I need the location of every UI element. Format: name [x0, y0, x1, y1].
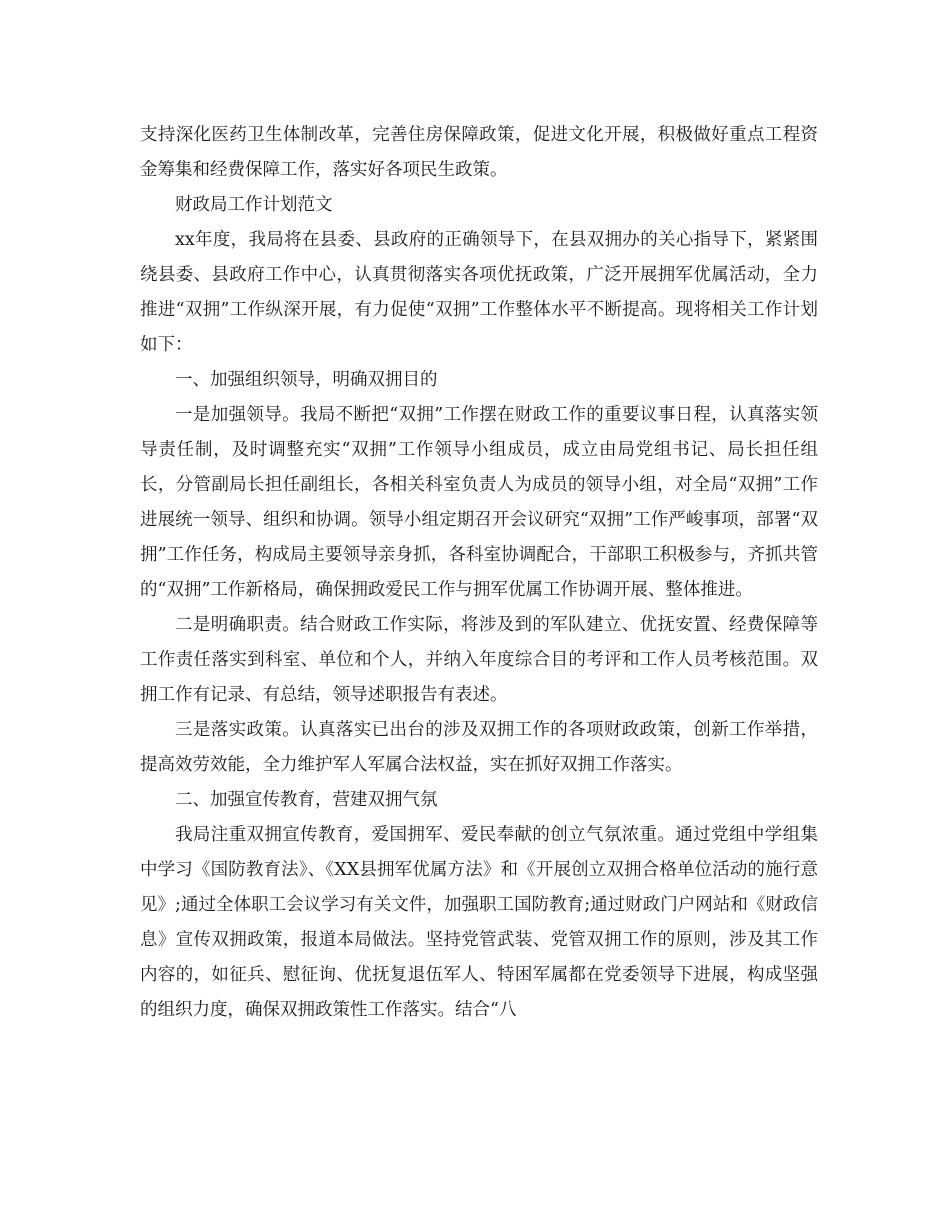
section-heading: 二、加强宣传教育，营建双拥气氛	[175, 790, 438, 810]
document-body	[140, 118, 818, 1028]
paragraph: 支持深化医药卫生体制改革，完善住房保障政策，促进文化开展，积极做好重点工程资金筹集和经费保障工作，落实好各项民生政策。	[140, 125, 818, 180]
paragraph: 我局注重双拥宣传教育，爱国拥军、爱民奉献的创立气氛浓重。通过党组中学组集中学习《国防教育法》、《XX县拥军优属方法》和《开展创立双拥合格单位活动的施行意见》;通过全体职工会议学习有关文件，加强职工国防教育;通过财政门户网站和《财政信息》宣传双拥政策，报道本局做法。坚持党管武装、党管双拥工作的原则，涉及其工作内容的，如征兵、慰征询、优抚复退伍军人、特困军属都在党委领导下进展，构成坚强的组织力度，确保双拥政策性工作落实。结合“八	[140, 825, 818, 1020]
section-heading: 一、加强组织领导，明确双拥目的	[175, 370, 438, 390]
paragraph: 二是明确职责。结合财政工作实际，将涉及到的军队建立、优抚安置、经费保障等工作责任落实到科室、单位和个人，并纳入年度综合目的考评和工作人员考核范围。双拥工作有记录、有总结，领导述职报告有表述。	[140, 615, 818, 705]
paragraph: 一是加强领导。我局不断把“双拥”工作摆在财政工作的重要议事日程，认真落实领导责任制，及时调整充实“双拥”工作领导小组成员，成立由局党组书记、局长担任组长，分管副局长担任副组长，各相关科室负责人为成员的领导小组，对全局“双拥”工作进展统一领导、组织和协调。领导小组定期召开会议研究“双拥”工作严峻事项，部署“双拥”工作任务，构成局主要领导亲身抓，各科室协调配合，干部职工积极参与，齐抓共管的“双拥”工作新格局，确保拥政爱民工作与拥军优属工作协调开展、整体推进。	[140, 405, 818, 600]
paragraph: xx年度，我局将在县委、县政府的正确领导下，在县双拥办的关心指导下，紧紧围绕县委、县政府工作中心，认真贯彻落实各项优抚政策，广泛开展拥军优属活动，全力推进“双拥”工作纵深开展，有力促使“双拥”工作整体水平不断提高。现将相关工作计划如下：	[140, 230, 818, 355]
paragraph: 三是落实政策。认真落实已出台的涉及双拥工作的各项财政政策，创新工作举措，提高效劳效能，全力维护军人军属合法权益，实在抓好双拥工作落实。	[140, 720, 818, 775]
section-heading: 财政局工作计划范文	[175, 195, 333, 215]
